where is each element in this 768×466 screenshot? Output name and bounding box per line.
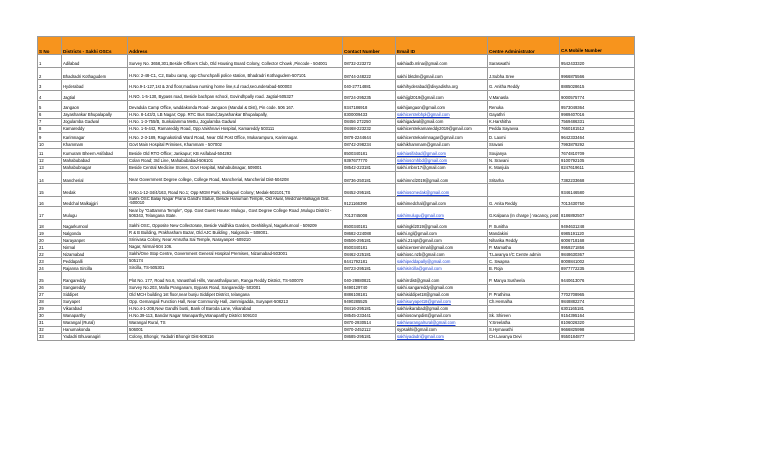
cell-district: Karimnagar [62, 132, 128, 141]
table-row [38, 284, 635, 291]
email-link[interactable]: sakhioscmhbd@gmail.com [397, 158, 448, 164]
cell-address: Opp. Gemangali Function Hall, Near Community Hall, Jammigadda, Suryapet-508213 [128, 298, 343, 305]
cell-email: sakhingkl2019@gmail.com [396, 219, 488, 230]
cell-district: Nagarkurnool [62, 219, 128, 230]
table-row [38, 141, 635, 148]
cell-district: Mahabubabad [62, 157, 128, 164]
cell-sno: 32 [38, 326, 62, 333]
cell-address: Beside Central Medicine Stores, Govt Hospital, Mahabubnagar, 509001 [128, 164, 343, 171]
cell-district: Medak [62, 184, 128, 197]
cell-email [396, 148, 488, 157]
cell-address: Sakhi OSC, Opposite New Collectorate, Beside Vaidhika Garden, Deshitikyal, Nagarkurnool - 509209 [128, 219, 343, 230]
cell-mobile: 8186892507 [560, 207, 635, 220]
cell-admin [488, 184, 560, 197]
cell-mobile: 9154395164 [560, 312, 635, 319]
cell-mobile [560, 284, 635, 291]
cell-admin: G. Anita Reddy [488, 196, 560, 207]
table-row [38, 148, 635, 157]
email-link[interactable]: sakhicentrebhpl@gmail.com [397, 112, 450, 118]
cell-admin: Y.Sreelatha [488, 319, 560, 326]
cell-mobile: 9346146580 [560, 184, 635, 197]
cell-admin: Sk. Shireen [488, 312, 560, 319]
cell-sno: 5 [38, 101, 62, 112]
cell-sno: 16 [38, 196, 62, 207]
cell-admin: K.Harshitha [488, 118, 560, 125]
cell-district: Sangareddy [62, 284, 128, 291]
cell-sno: 27 [38, 291, 62, 298]
cell-sno: 13 [38, 164, 62, 171]
cell-admin: Soujanya [488, 148, 560, 157]
cell-mobile: 9494631248 [560, 219, 635, 230]
email-link[interactable]: sakhioscmedak@gmail.com [397, 190, 450, 196]
cell-admin [488, 305, 560, 312]
table-row [38, 251, 635, 258]
email-link[interactable]: sakhiasifabad@gmail.com [397, 151, 446, 157]
cell-contact: 8500340181 [343, 244, 396, 251]
cell-address: Beside Old RTO Office; Jankapur; KB Asifabad-504293 [128, 148, 343, 157]
header-sno: S No [38, 37, 62, 55]
table-row [38, 312, 635, 319]
cell-admin: P. Manya Susheela [488, 272, 560, 285]
cell-admin: K. Manjula [488, 164, 560, 171]
email-link[interactable]: sakhisuryapet18@gmail.com [397, 299, 451, 305]
cell-sno: 31 [38, 319, 62, 326]
cell-contact: 9490129740 [343, 284, 396, 291]
cell-mobile: 8247619611 [560, 164, 635, 171]
cell-contact: 9121166390 [343, 196, 396, 207]
table-row [38, 101, 635, 112]
cell-email: sakhikhammam@gmail.com [396, 141, 488, 148]
header-contact: Contact Number [343, 37, 396, 55]
cell-district: Yadadri Bhuvanagiri [62, 333, 128, 340]
cell-contact: 08736-250181 [343, 171, 396, 184]
cell-mobile: 7569486331 [560, 118, 635, 125]
cell-email: sakhiosc.nzb@gmail.com [396, 251, 488, 258]
cell-mobile: 7013430750 [560, 196, 635, 207]
cell-sno: 15 [38, 184, 62, 197]
cell-mobile: 9666825998 [560, 326, 635, 333]
table-row [38, 184, 635, 197]
cell-contact: 8500340181 [343, 148, 396, 157]
table-row [38, 157, 635, 164]
cell-sno: 18 [38, 219, 62, 230]
cell-district: Bhadradri Kothagudem [62, 67, 128, 80]
cell-address: Plot No. 177, Road No.6, Vanasthali Hills, Vanasthalipuram, Ranga Reddy District, TS-500070 [128, 272, 343, 285]
cell-contact: 08545-233441 [343, 312, 396, 319]
cell-contact: 08468-223232 [343, 125, 396, 132]
cell-mobile: 9989407016 [560, 111, 635, 118]
cell-contact: 9347186918 [343, 101, 396, 112]
cell-mobile: 8885028615 [560, 80, 635, 91]
cell-district: Medchal Malkajgiri [62, 196, 128, 207]
cell-district: Jayashankar Bhupalapally [62, 111, 128, 118]
table-row [38, 244, 635, 251]
header-email: Email ID [396, 37, 488, 55]
cell-sno: 29 [38, 305, 62, 312]
cell-admin: D. Laxmi [488, 132, 560, 141]
table-row [38, 298, 635, 305]
cell-admin: B. Roja [488, 265, 560, 272]
cell-email [396, 333, 488, 340]
cell-district: Jangaon [62, 101, 128, 112]
cell-mobile: 9959271856 [560, 244, 635, 251]
cell-contact: 0870-2930514 [343, 319, 396, 326]
cell-email [396, 298, 488, 305]
cell-district: Wanaparthy [62, 312, 128, 319]
cell-contact: 08732-223272 [343, 55, 396, 68]
cell-address: H.No. 1-3-755/B, Sunkalamma Mettu, Jogulamba Gadwal [128, 118, 343, 125]
cell-address: R & B Building, Prakhasham Bazar, Old AJC Building , Nalgonda – 508001. [128, 230, 343, 237]
table-row [38, 272, 635, 285]
cell-admin: Saraswathi [488, 55, 560, 68]
email-link[interactable]: sakhiyadadri@gmail.com [397, 334, 444, 340]
cell-address: Srinivasa Colony, Near Amrutha Sai Temple, Narayanpet -509210 [128, 237, 343, 244]
cell-mobile: 7660181512 [560, 125, 635, 132]
table-row [38, 319, 635, 326]
cell-sno: 33 [38, 333, 62, 340]
cell-email: sakhisiddipet18@gmail.com [396, 291, 488, 298]
cell-contact: 08723-295181 [343, 265, 396, 272]
email-link[interactable]: sakhipeddapally@gmail.com [397, 258, 451, 264]
cell-admin: Sritarha [488, 171, 560, 184]
cell-email [396, 207, 488, 220]
cell-mobile: 8008841002 [560, 258, 635, 265]
table-row [38, 90, 635, 101]
table-row [38, 196, 635, 207]
cell-admin: G. Anitha Reddy [488, 80, 560, 91]
cell-email: sakhi.sangareddy@gmail.com [396, 284, 488, 291]
email-link[interactable]: sakhisircilla@gmail.com [397, 265, 442, 271]
cell-district: Hanumakonda [62, 326, 128, 333]
cell-address: Sakhi/One Stop Centre, Government General Hospital Premises, Nizamabad-503001 [128, 251, 343, 258]
cell-district: Jogulamba Gadwal [62, 118, 128, 125]
cell-sno: 30 [38, 312, 62, 319]
cell-district: Narayanpet [62, 237, 128, 244]
table-row [38, 125, 635, 132]
cell-contact: 08685-295181 [343, 333, 396, 340]
cell-address: Near by "Gattamma Temple", Opp. Govt Guest House: Mulugu , Govt Degree College Road ,Mulugu District - 506343, Telangana State. [128, 207, 343, 220]
cell-email: sakhi.mbnr17@gmail.com [396, 164, 488, 171]
cell-email: sakhijangaon@gmail.com [396, 101, 488, 112]
cell-email: sakhicenternirmal@gmail.com [396, 244, 488, 251]
cell-address: H.No. 2-3-189, Ragnakotindi Ward Road, Near Old Post Office, Mukarampura, Karimnagar. [128, 132, 343, 141]
table-row [38, 291, 635, 298]
cell-admin: T.Lavanya I/C Centre admin [488, 251, 560, 258]
cell-email: sakhioscwnpdist@gmail.com [396, 312, 488, 319]
table-row [38, 333, 635, 340]
cell-email [396, 184, 488, 197]
header-mobile: CA Mobile Number [560, 37, 635, 55]
cell-email: sakhivikarabad@gmail.com [396, 305, 488, 312]
cell-admin: C. Swapna [488, 258, 560, 265]
cell-contact: 08744-248222 [343, 67, 396, 80]
cell-admin: CH.Lavanya Devi [488, 333, 560, 340]
header-district: Districts - Sakhi OSCs [62, 37, 128, 55]
table-row [38, 230, 635, 237]
cell-mobile: 6006718168 [560, 237, 635, 244]
cell-mobile: 7674810709 [560, 148, 635, 157]
cell-sno: 24 [38, 265, 62, 272]
cell-contact: 8441792181 [343, 258, 396, 265]
cell-admin: V.Manasla [488, 90, 560, 101]
table-row [38, 258, 635, 265]
cell-admin: P. Sunitha [488, 219, 560, 230]
cell-sno: 28 [38, 298, 62, 305]
cell-sno: 19 [38, 230, 62, 237]
cell-contact: 08724-295235 [343, 90, 396, 101]
cell-district: Warangal (Rural) [62, 319, 128, 326]
header-admin: Centre Administrator [488, 37, 560, 55]
cell-district: Mulugu [62, 207, 128, 220]
cell-sno: 22 [38, 251, 62, 258]
table-row [38, 80, 635, 91]
cell-contact: 08456 272250 [343, 118, 396, 125]
cell-address: Near Government Degree college, College Road, Mancherial, Mancherial Dist-504208 [128, 171, 343, 184]
cell-address: 506001 [128, 326, 343, 333]
cell-admin: Sravani [488, 141, 560, 148]
cell-mobile: 9966875566 [560, 67, 635, 80]
cell-sno: 3 [38, 80, 62, 91]
cell-sno: 7 [38, 118, 62, 125]
cell-mobile: 9542433320 [560, 55, 635, 68]
cell-district: Hyderabad [62, 80, 128, 91]
spreadsheet [37, 36, 634, 341]
cell-address: Survey No. 3658,301,Beside Officers Club, Old Housing Board Colony, Collector Chowk ,Pincode - 504001 [128, 55, 343, 68]
cell-email: sakhimedchal@gmail.com [396, 196, 488, 207]
cell-email: sakhi bktdm@gmail.com [396, 67, 488, 80]
cell-address: H.No.4-1-208,New Gandhi busti, Bank of Baroda Lane, Vikarabad [128, 305, 343, 312]
email-link[interactable]: sakhimulugu@gmail.com [397, 213, 444, 219]
cell-district: Kumuram Bheem Asifabad [62, 148, 128, 157]
cell-admin: S.Hymavathi [488, 326, 560, 333]
cell-mobile: 9000575774 [560, 90, 635, 101]
cell-address: Devadula Camp Office, waddakonda Road- Jangaon (Mandal & Dist), Pin code. 506 167. [128, 101, 343, 112]
table-body [38, 55, 635, 341]
cell-district: Siddipet [62, 291, 128, 298]
cell-email: sakhi.ngl@gmail.com [396, 230, 488, 237]
table-row [38, 305, 635, 312]
cell-mobile: 9642333464 [560, 132, 635, 141]
cell-admin: P. Prathima [488, 291, 560, 298]
cell-contact: 08462-225181 [343, 251, 396, 258]
cell-email: sypsakhi@gmail.com [396, 326, 488, 333]
cell-admin: Pedda Sayavva [488, 125, 560, 132]
table-row [38, 207, 635, 220]
cell-sno: 23 [38, 258, 62, 265]
cell-address: 505174 [128, 258, 343, 265]
cell-sno: 9 [38, 132, 62, 141]
cell-admin: Renuka [488, 101, 560, 112]
cell-mobile: 9573049364 [560, 101, 635, 112]
cell-email: sakhigadwal@gmail.com [396, 118, 488, 125]
cell-address: Sakhi OSC Balaji Nagar Prana Gandhi Statue, Beside Hanuman Temple, Old Alwal, Medchal-Malkajgiri Dist. -500010 [128, 196, 343, 207]
cell-mobile: 9550184877 [560, 333, 635, 340]
cell-address: Survey No.203, Malla Pranganam, Bypass Road, Sangareddy- 502001 [128, 284, 343, 291]
cell-district: Khammam [62, 141, 128, 148]
table-row [38, 55, 635, 68]
cell-admin [488, 284, 560, 291]
cell-sno: 4 [38, 90, 62, 101]
cell-district: Mancherial [62, 171, 128, 184]
cell-address: H.No. 8-143/3, LB Nagar; Opp. RTC Bus Stand;Jayashankar Bhupalapally, [128, 111, 343, 118]
cell-email: sakhirrdist@gmail.com [396, 272, 488, 285]
cell-address: Govt Main Hospital Primises, Khammam - 507002 [128, 141, 343, 148]
cell-sno: 26 [38, 284, 62, 291]
cell-mobile: 6985191120 [560, 230, 635, 237]
cell-address: Warangal Rural, TS [128, 319, 343, 326]
cell-mobile: 9848882274 [560, 298, 635, 305]
cell-district: Nizamabad [62, 251, 128, 258]
table-row [38, 326, 635, 333]
cell-sno: 2 [38, 67, 62, 80]
cell-sno: 14 [38, 171, 62, 184]
table-row [38, 111, 635, 118]
cell-district: Kamareddy [62, 125, 128, 132]
table-row [38, 265, 635, 272]
cell-address: Colan Road; 3rd Line, Mahabubabad-506101 [128, 157, 343, 164]
table-row [38, 118, 635, 125]
cell-sno: 21 [38, 244, 62, 251]
cell-mobile: 9848630367 [560, 251, 635, 258]
cell-admin: G.Kalpana (In charge ) Vacancy, post [488, 207, 560, 220]
cell-district: Nalgonda [62, 230, 128, 237]
cell-email: sakhiadb.mlna@gmail.com [396, 55, 488, 68]
cell-contact: 9490285525 [343, 298, 396, 305]
cell-address: Sircilla, TS-505301 [128, 265, 343, 272]
cell-contact: 8500340181 [343, 219, 396, 230]
cell-mobile: 9440613076 [560, 272, 635, 285]
cell-district: Rangareddy [62, 272, 128, 285]
cell-admin: Gayathri [488, 111, 560, 118]
cell-admin: Niharika Reddy [488, 237, 560, 244]
cell-district: Adilabad [62, 55, 128, 68]
cell-contact: 9397677770 [343, 157, 396, 164]
header-address: Address [128, 37, 343, 55]
cell-mobile: 7382233668 [560, 171, 635, 184]
cell-district: Peddapalli [62, 258, 128, 265]
cell-email: sakhihyderabad@divyadisha.org [396, 80, 488, 91]
cell-admin: N. Sravani [488, 157, 560, 164]
cell-address: Colony, Bhongir, Yadadri Bhongir Dist-508116 [128, 333, 343, 340]
cell-contact: 8300009433 [343, 111, 396, 118]
cell-district: Jagtial [62, 90, 128, 101]
cell-district: Mahabubnagar [62, 164, 128, 171]
cell-sno: 20 [38, 237, 62, 244]
cell-email: sakhimncl2019@gmail.com [396, 171, 488, 184]
cell-email [396, 265, 488, 272]
table-row [38, 237, 635, 244]
cell-sno: 8 [38, 125, 62, 132]
table-row [38, 219, 635, 230]
cell-address: Nagar, Nirmal-504 106. [128, 244, 343, 251]
cell-email: sakhi.21npt@gmail.com [396, 237, 488, 244]
cell-address: H.No: 2-48-C1, C2, Babu camp, opp Chunchpalli police station, Bhadradri Kothagudem-507101 [128, 67, 343, 80]
email-link[interactable]: sakhiwarangalrural@gmail.com [397, 320, 456, 326]
cell-email [396, 111, 488, 118]
cell-district: Nirmal [62, 244, 128, 251]
cell-contact: 08682-224088 [343, 230, 396, 237]
table-row [38, 132, 635, 141]
cell-mobile: 7702708965 [560, 291, 635, 298]
cell-sno: 25 [38, 272, 62, 285]
cell-district: Rajanna Sircilla [62, 265, 128, 272]
header-row [38, 37, 635, 55]
cell-email: sakhicentrekarimnagar@gmail.com [396, 132, 488, 141]
cell-contact: 08742-298234 [343, 141, 396, 148]
cell-mobile: 7993879292 [560, 141, 635, 148]
cell-district: Vikarabad [62, 305, 128, 312]
cell-email: sakhijgl2019@gmail.com [396, 90, 488, 101]
cell-email [396, 258, 488, 265]
cell-mobile: 8106026320 [560, 319, 635, 326]
cell-address: Old MCH building 1st floor,near bunju Siddipet District, telangana [128, 291, 343, 298]
cell-email [396, 319, 488, 326]
cell-address: H.No. 1-5-442, Ramareddy Road, Opp.Vaishnavi Hospital, Kamareddy 503111 [128, 125, 343, 132]
cell-contact: 08416-295181 [343, 305, 396, 312]
cell-address: H.NO. 1-5-130, Bypass road, Beside bachpan school, Govindhpally road. Jagtial-505327 [128, 90, 343, 101]
cell-address: H.No.9-1-127,1st & 2nd floor,madava nursing home line,s.d road,secunderabad-500003 [128, 80, 343, 91]
cell-address: H.No.1-12-34/4/163, Road No.1; Opp MGM Park; Indirapuri Colony; Medak-502101;TS [128, 184, 343, 197]
cell-contact: 08452-295181 [343, 184, 396, 197]
cell-contact: 0878-2244644 [343, 132, 396, 141]
cell-sno: 11 [38, 148, 62, 157]
cell-contact: 8886108181 [343, 291, 396, 298]
cell-sno: 17 [38, 207, 62, 220]
cell-contact: 0870-2452112 [343, 326, 396, 333]
sakhi-osc-table [37, 36, 635, 341]
cell-mobile: 8977772235 [560, 265, 635, 272]
cell-contact: 040-27714881 [343, 80, 396, 91]
cell-email: sakhicentrekamareddy2019@gmail.com [396, 125, 488, 132]
table-row [38, 67, 635, 80]
cell-contact: 08506-295181 [343, 237, 396, 244]
cell-sno: 12 [38, 157, 62, 164]
cell-mobile: 9100792105 [560, 157, 635, 164]
cell-sno: 6 [38, 111, 62, 118]
cell-sno: 1 [38, 55, 62, 68]
cell-admin: P. Mamatha [488, 244, 560, 251]
cell-district: Suryapet [62, 298, 128, 305]
cell-admin: Ch.Hemalha [488, 298, 560, 305]
table-row [38, 164, 635, 171]
cell-email [396, 157, 488, 164]
cell-sno: 10 [38, 141, 62, 148]
table-row [38, 171, 635, 184]
cell-mobile: 6301165181 [560, 305, 635, 312]
cell-contact: 7013745008 [343, 207, 396, 220]
cell-admin: Mandakini [488, 230, 560, 237]
cell-address: H.No.39-113, Bandar Nagar Wanaparthy,Wanaparthy District 509103 [128, 312, 343, 319]
cell-contact: 08542-223181 [343, 164, 396, 171]
cell-contact: 040-29880821 [343, 272, 396, 285]
cell-admin: J.Subha Sree [488, 67, 560, 80]
